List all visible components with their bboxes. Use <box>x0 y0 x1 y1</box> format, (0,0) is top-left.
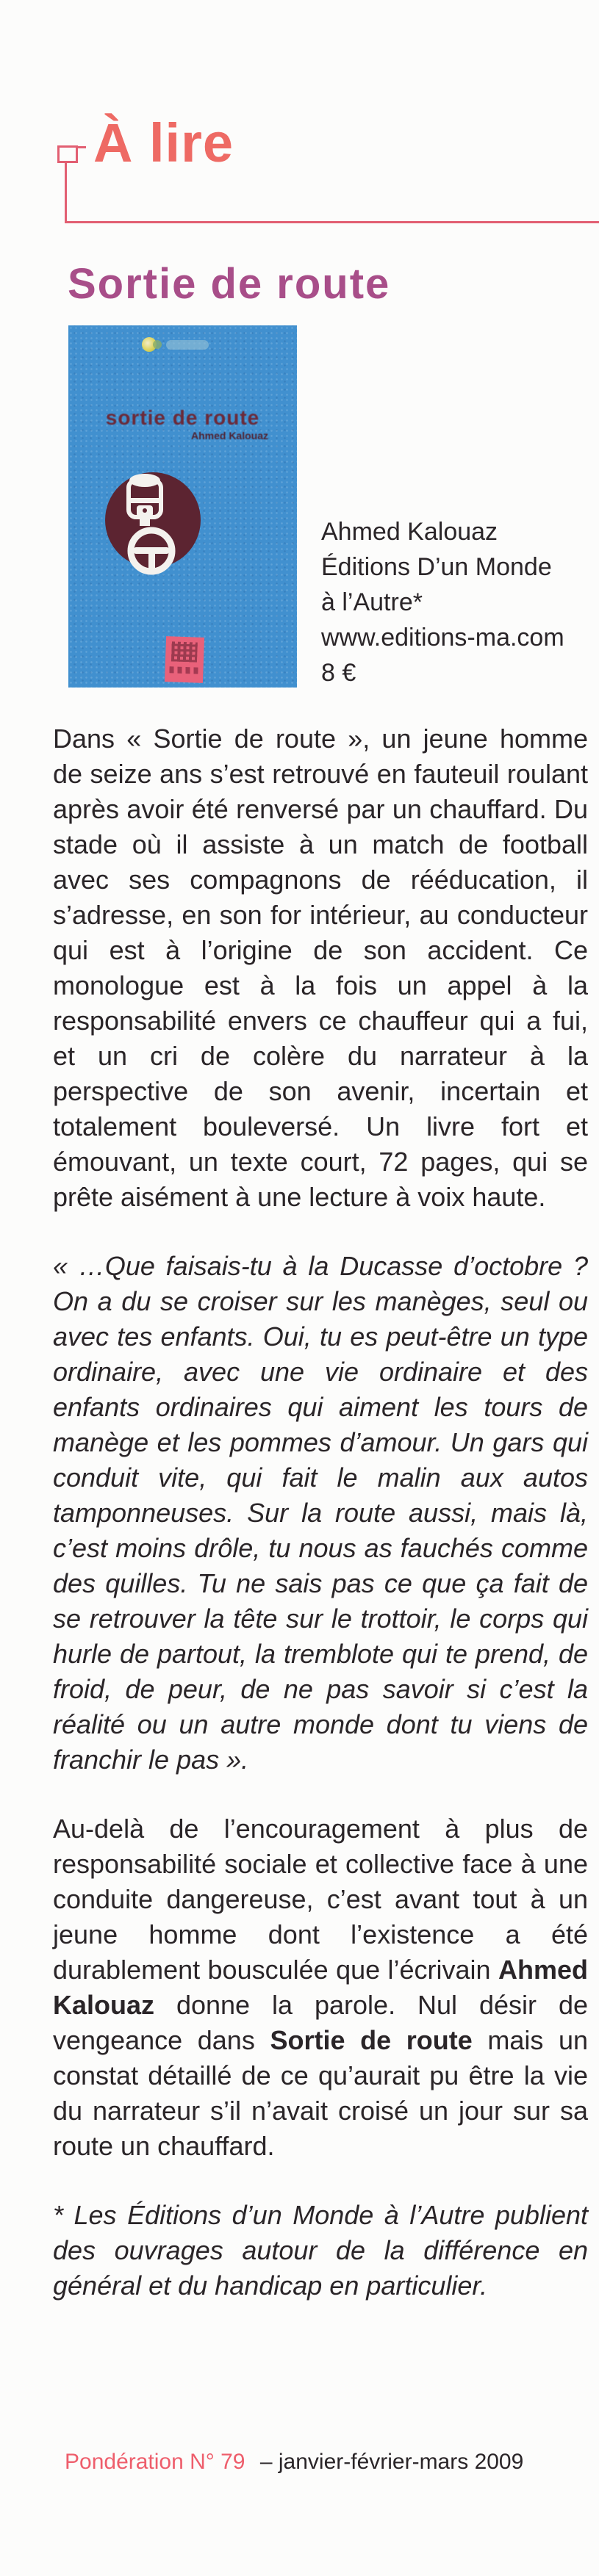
logo-wordmark-blur <box>166 340 209 350</box>
paragraph: Dans « Sortie de route », un jeune homme de seize ans s’est retrouvé en fauteuil roulant après avoir été renversé par un chauffard. Du stade où il assiste à un match de football avec ses compagnons de rééducation, il s’adresse, en son for intérieur, au conducteur qui est à l’origine de son accident. Ce monologue est à la fois un appel à la responsabilité envers ce chauffeur qui a fui, et un cri de colère du narrateur à la perspective de son avenir, incertain et totalement bouleversé. Un livre fort et émouvant, un texte court, 72 pages, qui se prête aisément à une lecture à voix haute. <box>53 724 588 1212</box>
publisher-logo-icon <box>142 336 212 355</box>
book-details <box>321 514 564 690</box>
book-author: Ahmed Kalouaz <box>321 518 498 546</box>
header-vertical-rule <box>65 162 67 223</box>
section-title: À lire <box>93 112 234 173</box>
book-price: 8 € <box>321 659 356 687</box>
driver-portrait-icon <box>104 469 201 579</box>
paragraph: * Les Éditions d’un Monde à l’Autre publient des ouvrages autour de la différence en général et du handicap en particulier. <box>53 2200 588 2301</box>
article-title: Sortie de route <box>68 260 391 308</box>
book-cover <box>68 325 297 688</box>
cover-author: Ahmed Kalouaz <box>190 430 268 441</box>
header-tick-rule <box>78 146 86 148</box>
paragraph: « …Que faisais-tu à la Ducasse d’octobre ? On a du se croiser sur les manèges, seul ou avec tes enfants. Oui, tu es peut-être un type ordinaire, avec une vie ordinaire et des enfants ordinaires qui aiment les tours de manège et les pommes d’amour. Un gars qui conduit vite, qui fait le malin aux autos tamponneuses. Sur la route aussi, mais là, c’est moins drôle, tu nous as fauchés comme des quilles. Tu ne sais pas ce que ça fait de se retrouver la tête sur le trottoir, le corps qui hurle de partout, la tremblote qui te prend, de froid, de peur, de ne pas savoir si c’est la réalité ou un autre monde dont tu viens de franchir le pas ». <box>53 1251 588 1775</box>
cover-title: sortie de route <box>105 406 260 429</box>
paragraph: Au-delà de l’encouragement à plus de responsabilité sociale et collective face à une conduite dangereuse, c’est avant tout à un jeune homme dont l’existence a été durablement bousculée que l’écrivain Ahmed Kalouaz donne la parole. Nul désir de vengeance dans Sortie de route mais un constat détaillé de ce qu’aurait pu être la vie du narrateur s’il n’avait croisé un jour sur sa route un chauffard. <box>53 1814 588 2161</box>
footer-journal-name: Pondération N° 79 <box>65 2450 245 2474</box>
page-footer <box>65 2449 523 2475</box>
book-publisher-line2: à l’Autre* <box>321 588 423 616</box>
header-square-bullet <box>57 145 78 163</box>
price-sticker <box>165 636 204 683</box>
logo-dot <box>153 340 162 349</box>
footer-issue-date: – janvier-février-mars 2009 <box>259 2450 524 2474</box>
book-website: www.editions-ma.com <box>321 624 564 652</box>
header-horizontal-rule <box>65 221 599 223</box>
book-publisher-line1: Éditions D’un Monde <box>321 553 552 581</box>
article-body <box>53 721 588 2337</box>
